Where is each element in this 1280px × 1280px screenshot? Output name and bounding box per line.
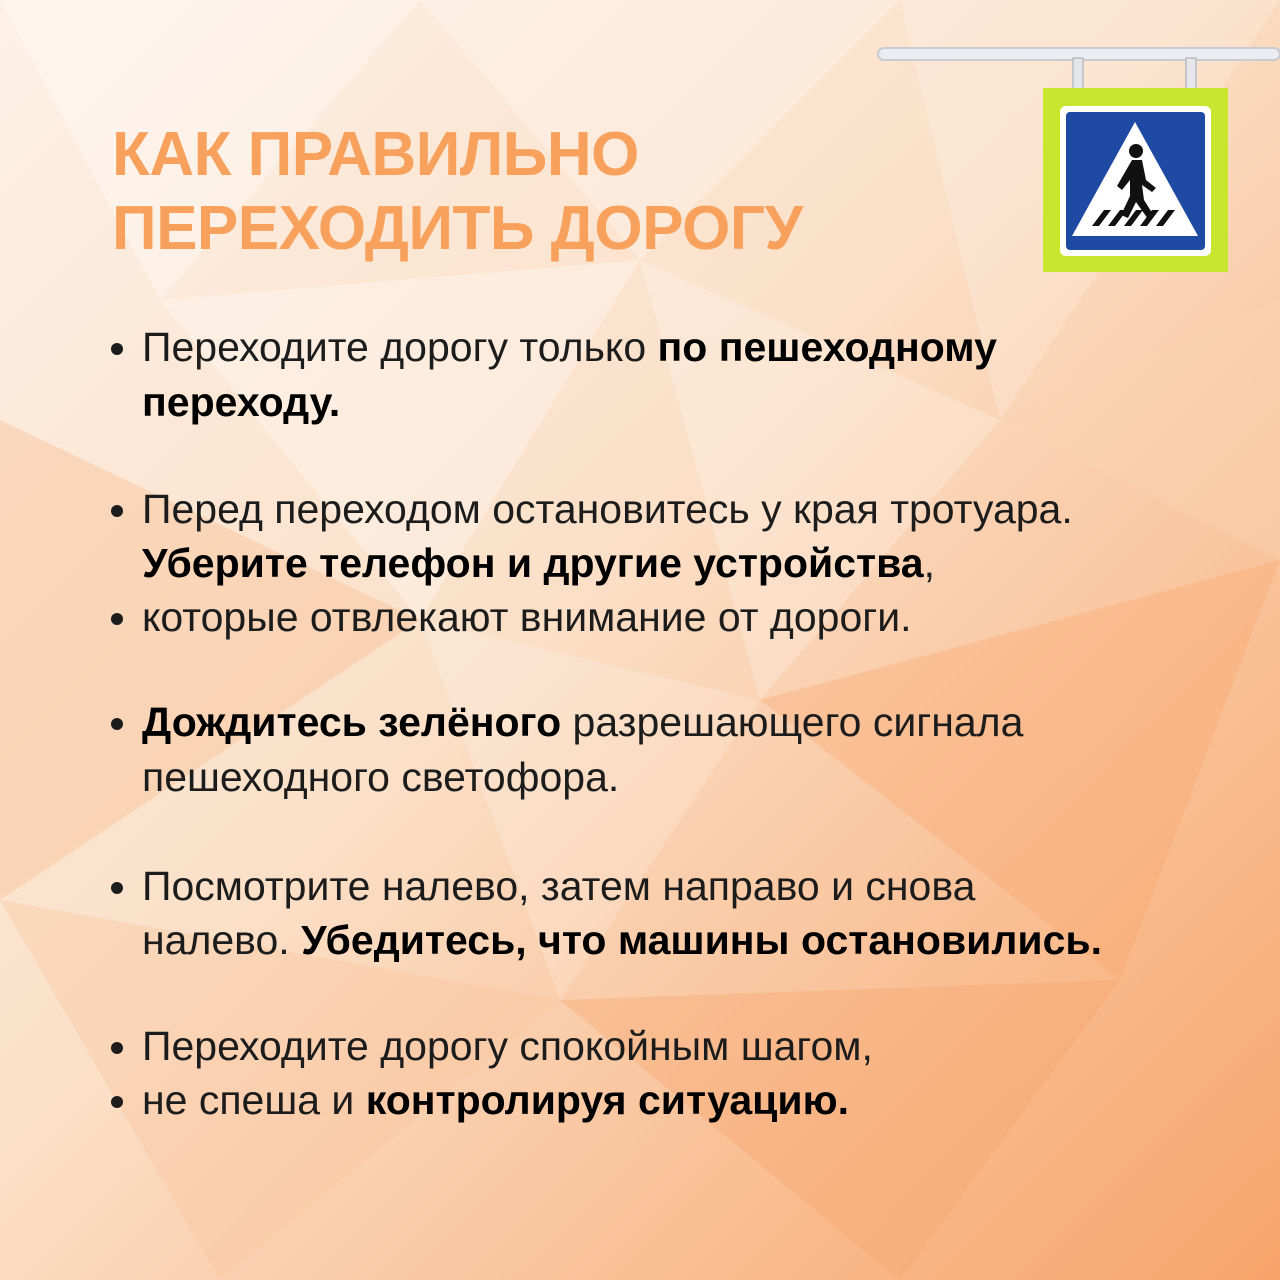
bullet-dot [111,1096,123,1108]
bullet-dot [111,718,123,730]
rule-text: Переходите дорогу спокойным шагом, [142,1023,873,1069]
rule-line [142,859,975,913]
rule-text: Переходите дорогу только [142,324,658,370]
rule-text-bold: контролируя ситуацию. [365,1077,849,1123]
rule-line [142,1019,873,1073]
bullet-dot [111,343,123,355]
rule-line [142,1073,849,1127]
rule-text: разрешающего сигнала [561,699,1024,745]
rule-text-bold: переходу. [142,379,341,425]
rule-line [142,695,1023,749]
rule-line [142,750,619,804]
rule-line [142,320,997,374]
rule-line [142,913,1102,967]
rule-line [142,375,340,429]
rule-text: не спеша и [142,1077,366,1123]
rule-line [142,590,912,644]
rule-text: налево. [142,917,302,963]
bullet-dot [111,505,123,517]
rule-line [142,536,935,590]
rule-text: Посмотрите налево, затем направо и снова [142,863,976,909]
rule-text: которые отвлекают внимание от дороги. [142,594,912,640]
bullet-dot [111,613,123,625]
rule-text-bold: Убедитесь, что машины остановились. [301,917,1103,963]
title-line-1: КАК ПРАВИЛЬНО [112,120,639,189]
rule-line [142,482,1073,536]
title-line-2: ПЕРЕХОДИТЬ ДОРОГУ [112,194,803,263]
bullet-dot [111,1042,123,1054]
rule-text-bold: Дождитесь зелёного [142,699,562,745]
rule-text-bold: Уберите телефон и другие устройства [142,540,924,586]
rule-text: пешеходного светофора. [142,754,620,800]
rule-text: , [923,540,935,586]
rule-text-bold: по пешеходному [657,324,997,370]
rule-text: Перед переходом остановитесь у края тротуара. [142,486,1073,532]
bullet-dot [111,882,123,894]
